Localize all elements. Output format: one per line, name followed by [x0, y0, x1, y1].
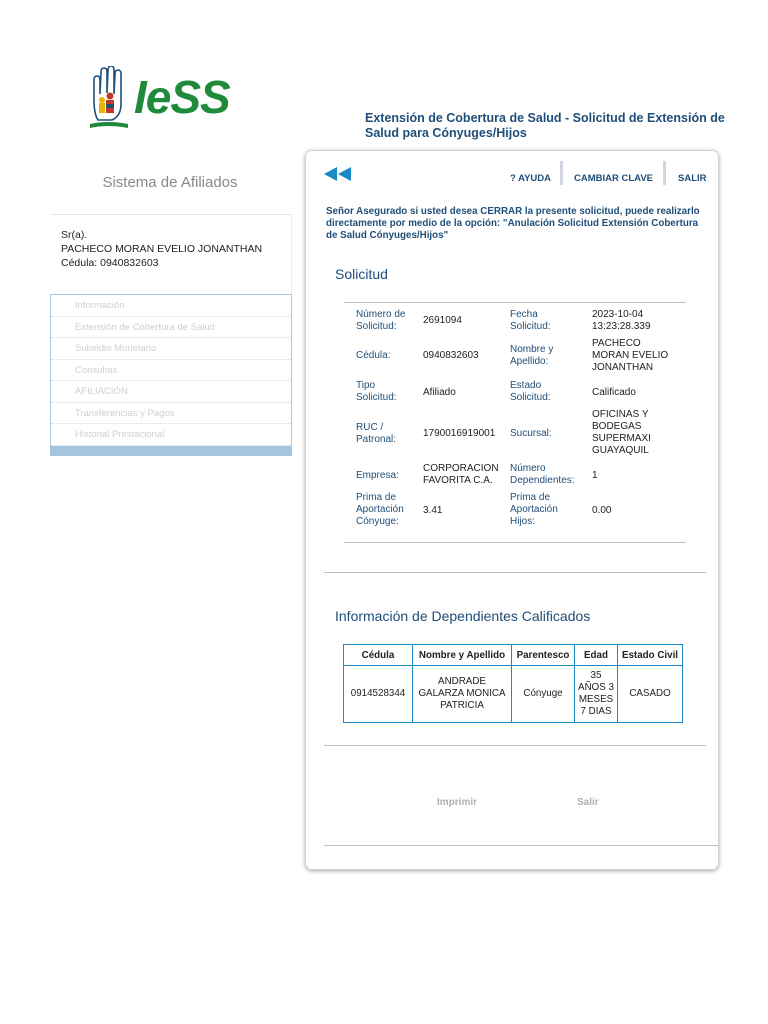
- divider: [344, 302, 686, 303]
- prima-conyuge-value: 3.41: [423, 505, 443, 516]
- ruc-label: RUC / Patronal:: [356, 422, 397, 445]
- cell-estado-civil: CASADO: [618, 666, 683, 723]
- sucursal-label: Sucursal:: [510, 428, 552, 439]
- estado-label: Estado Solicitud:: [510, 380, 551, 403]
- sidebar-item-afiliacion[interactable]: AFILIACIÓN: [51, 381, 291, 403]
- nav-separator: [663, 161, 666, 185]
- divider: [324, 745, 706, 746]
- col-edad: Edad: [575, 645, 618, 666]
- col-parentesco: Parentesco: [512, 645, 575, 666]
- col-nombre: Nombre y Apellido: [413, 645, 512, 666]
- ruc-value: 1790016919001: [423, 428, 496, 439]
- table-header-row: [344, 645, 683, 666]
- sidebar-nav: [50, 294, 292, 456]
- divider: [324, 845, 719, 846]
- dependientes-title: Información de Dependientes Calificados: [335, 608, 591, 624]
- user-info: [50, 214, 292, 294]
- main-panel: [305, 150, 719, 870]
- print-button[interactable]: Imprimir: [437, 797, 478, 808]
- sidebar-item-extension-cobertura[interactable]: Extensión de Cobertura de Salud: [51, 317, 291, 339]
- prima-hijos-label: Prima de Aportación Hijos:: [510, 492, 558, 527]
- dependientes-label: Número Dependientes:: [510, 463, 575, 486]
- page-title: Extensión de Cobertura de Salud - Solicitud de Extensión de Salud para Cónyuges/Hijos: [365, 111, 725, 140]
- col-cedula: Cédula: [344, 645, 413, 666]
- greeting: Sr(a).: [61, 229, 88, 241]
- notice-text: Señor Asegurado si usted desea CERRAR la presente solicitud, puede realizarlo directamente por medio de la opción: "Anulación Solicitud Extensión Cobertura de Salud Cónyuges/Hijos": [326, 206, 700, 241]
- empresa-value: CORPORACION FAVORITA C.A.: [423, 463, 499, 486]
- nombre-label: Nombre y Apellido:: [510, 344, 554, 367]
- dependientes-value: 1: [592, 470, 598, 481]
- solicitud-title: Solicitud: [335, 266, 388, 282]
- sidebar-item-consultas[interactable]: Consultas: [51, 360, 291, 382]
- back-arrow-icon[interactable]: [322, 165, 354, 183]
- cell-parentesco: Cónyuge: [512, 666, 575, 723]
- empresa-label: Empresa:: [356, 470, 399, 481]
- sidebar-nav-footer: [51, 446, 291, 455]
- estado-value: Calificado: [592, 387, 636, 398]
- cell-edad: 35 AÑOS 3 MESES 7 DIAS: [575, 666, 618, 723]
- divider: [344, 542, 686, 543]
- prima-hijos-value: 0.00: [592, 505, 612, 516]
- system-title: Sistema de Afiliados: [102, 174, 238, 191]
- prima-conyuge-label: Prima de Aportación Cónyuge:: [356, 492, 404, 527]
- change-key-link[interactable]: CAMBIAR CLAVE: [574, 173, 653, 184]
- exit-link[interactable]: SALIR: [678, 173, 707, 184]
- iess-logo: [88, 66, 260, 132]
- family-hand-icon: [88, 66, 132, 132]
- sidebar-item-informacion[interactable]: Información: [51, 295, 291, 317]
- help-link[interactable]: ? AYUDA: [510, 173, 551, 184]
- col-estado-civil: Estado Civil: [618, 645, 683, 666]
- table-row: [344, 666, 683, 723]
- nav-separator: [560, 161, 563, 185]
- sidebar-item-transferencias[interactable]: Transferencias y Pagos: [51, 403, 291, 425]
- user-name: PACHECO MORAN EVELIO JONANTHAN: [61, 243, 263, 255]
- cedula-value: 0940832603: [423, 350, 479, 361]
- numero-value: 2691094: [423, 315, 462, 326]
- iess-wordmark: IeSS: [134, 71, 230, 123]
- fecha-value: 2023-10-04 13:23:28.339: [592, 309, 651, 332]
- cedula-label: Cédula:: [356, 350, 391, 361]
- divider: [324, 572, 706, 573]
- user-cedula: Cédula: 0940832603: [61, 257, 159, 269]
- fecha-label: Fecha Solicitud:: [510, 309, 551, 332]
- numero-label: Número de Solicitud:: [356, 309, 406, 332]
- sucursal-value: OFICINAS Y BODEGAS SUPERMAXI GUAYAQUIL: [592, 409, 651, 456]
- tipo-value: Afiliado: [423, 387, 456, 398]
- sidebar-item-historial[interactable]: Historial Prestacional: [51, 424, 291, 446]
- sidebar-item-subsidio[interactable]: Subsidio Monetario: [51, 338, 291, 360]
- cell-nombre: ANDRADE GALARZA MONICA PATRICIA: [413, 666, 512, 723]
- cell-cedula: 0914528344: [344, 666, 413, 723]
- nombre-value: PACHECO MORAN EVELIO JONANTHAN: [592, 338, 669, 373]
- tipo-label: Tipo Solicitud:: [356, 380, 397, 403]
- exit-button[interactable]: Salir: [577, 797, 599, 808]
- dependientes-table: [343, 644, 683, 723]
